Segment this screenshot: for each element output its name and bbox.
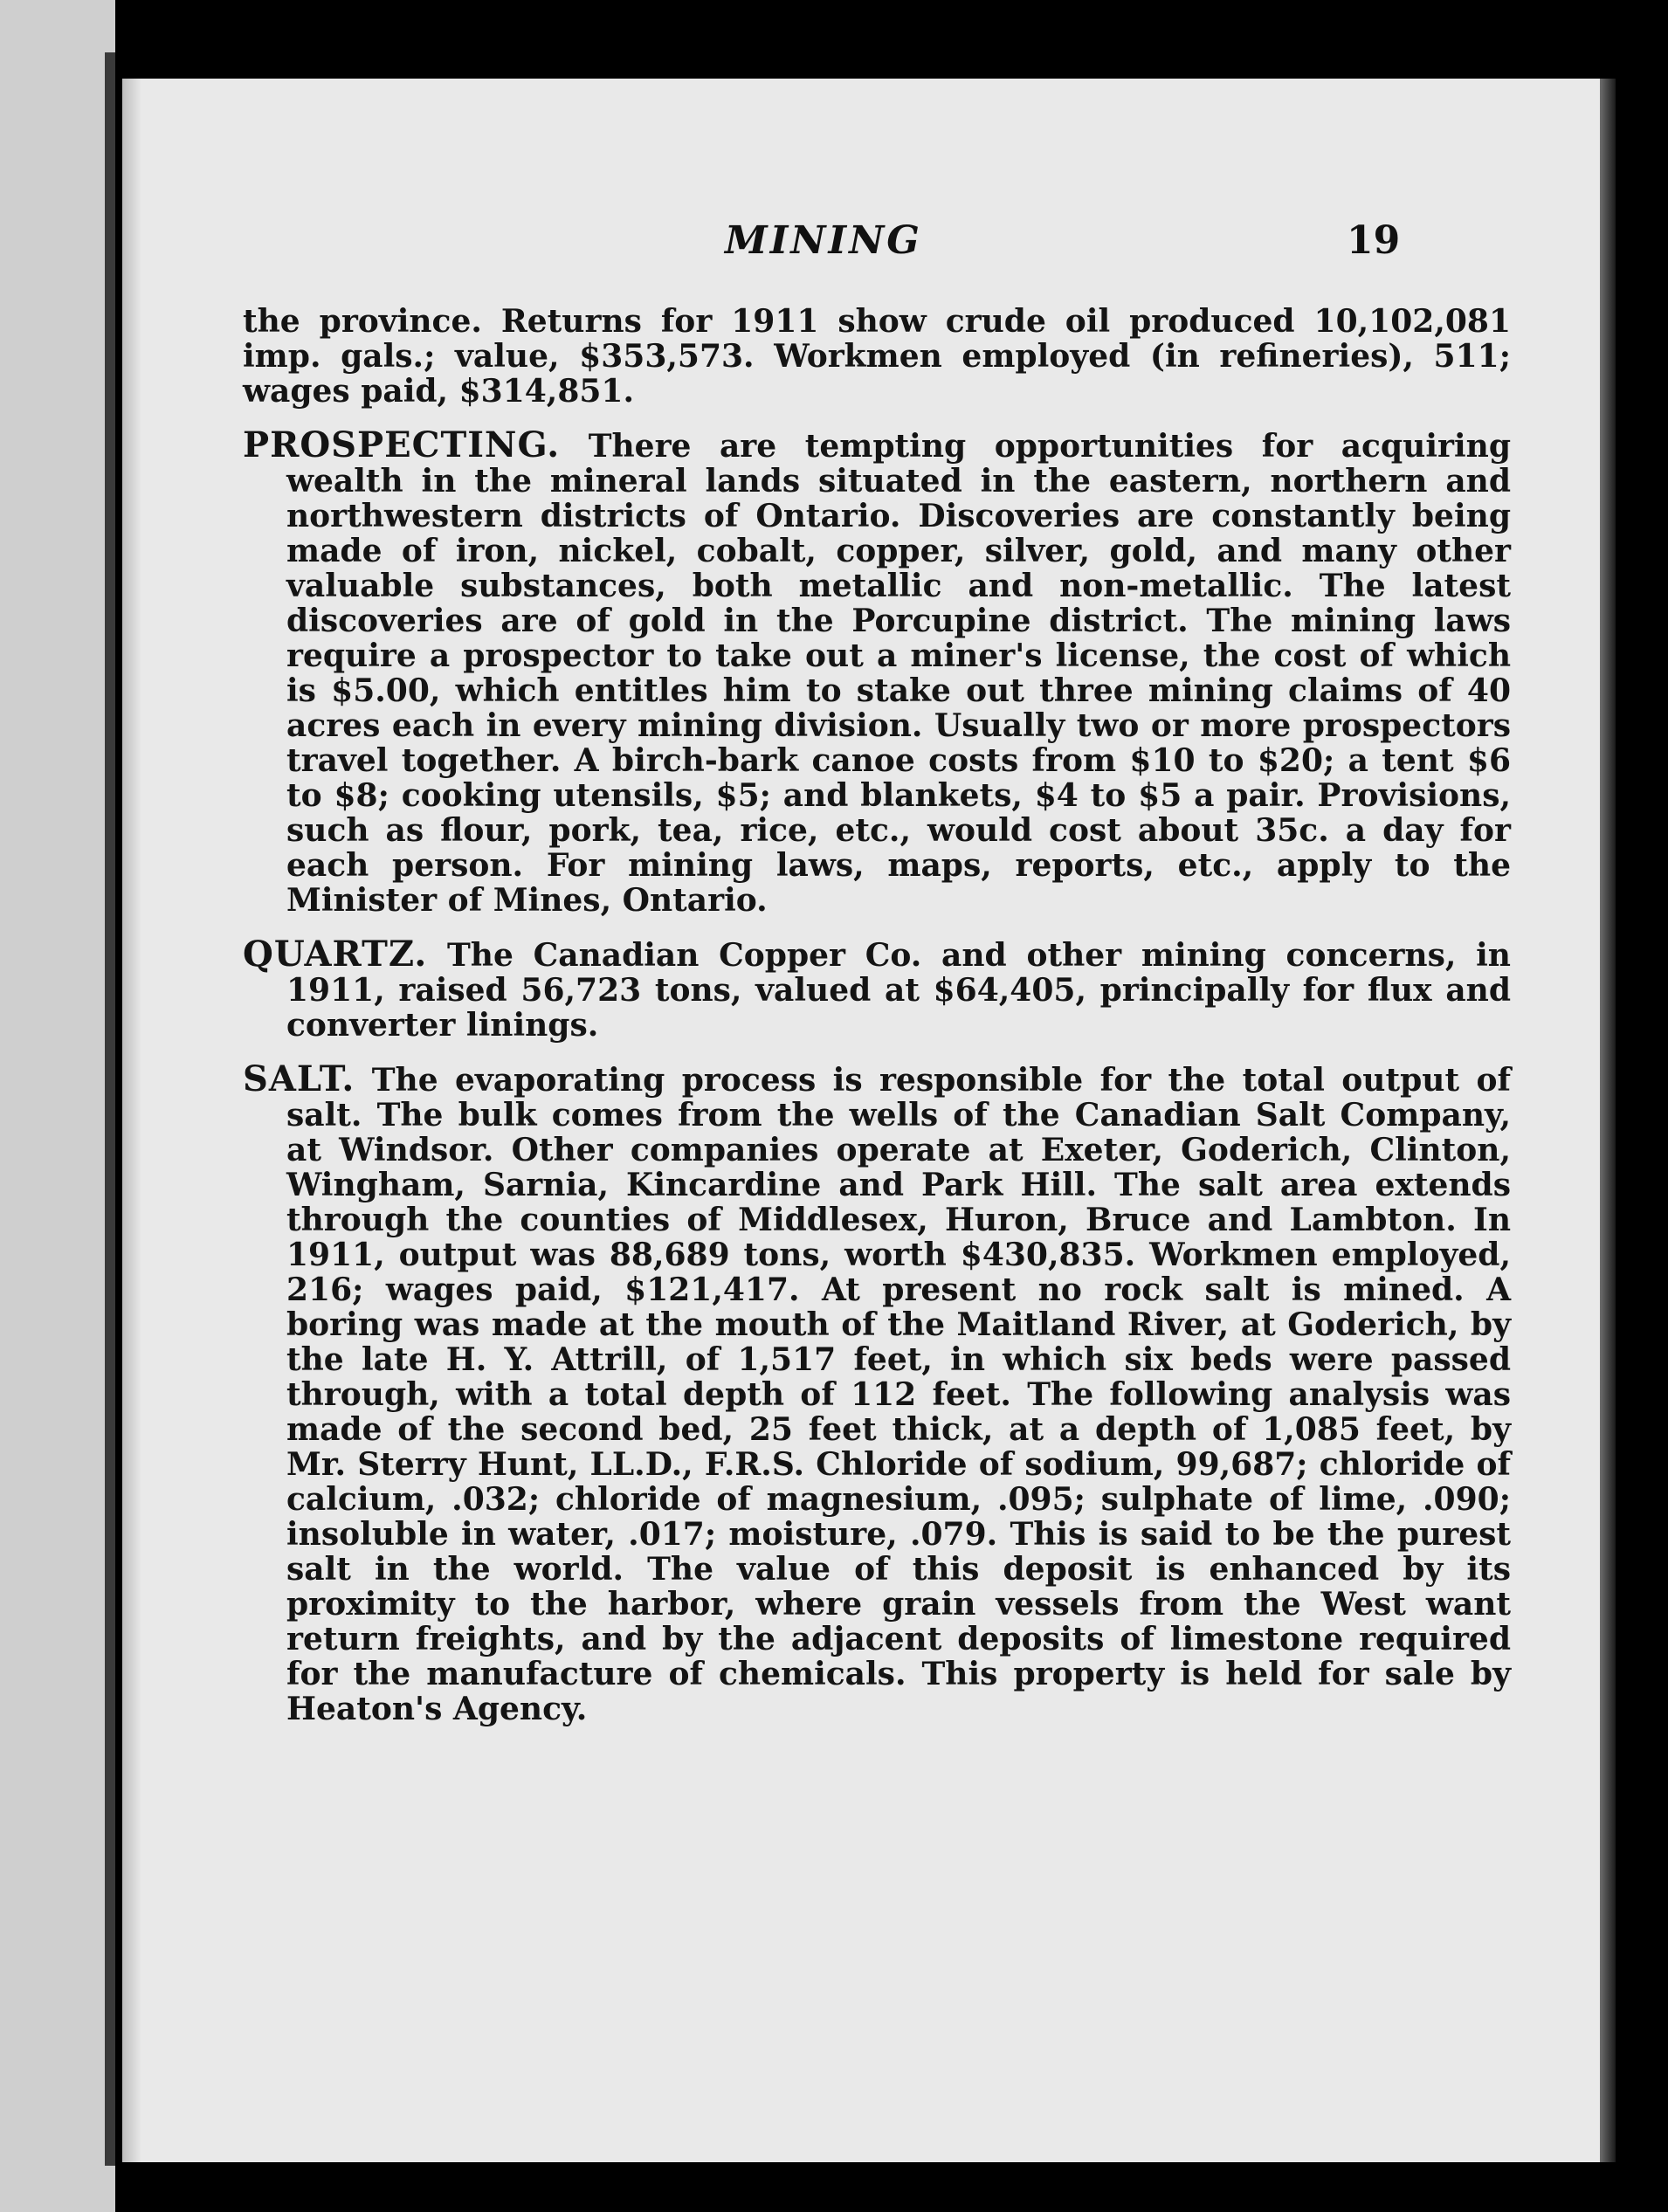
page-number: 19 <box>1347 218 1401 263</box>
entry-quartz <box>243 934 1511 1044</box>
running-head <box>122 218 1600 271</box>
entry-text-quartz: The Canadian Copper Co. and other mining concerns, in 1911, raised 56,723 tons, valued at $64,405, principally for flux and converter linings. <box>286 937 1511 1044</box>
book-page <box>122 79 1600 2162</box>
running-title: MINING <box>725 218 922 263</box>
entry-prospecting <box>243 424 1511 919</box>
facing-page-edge <box>0 0 115 2212</box>
entry-salt <box>243 1058 1511 1727</box>
intro-paragraph: the province. Returns for 1911 show crude oil produced 10,102,081 imp. gals.; value, $353,573. Workmen employed (in refineries), 511; wages paid, $314,851. <box>243 303 1511 410</box>
entry-heading-prospecting: PROSPECTING. <box>243 424 561 465</box>
entry-heading-quartz: QUARTZ. <box>243 934 428 975</box>
entry-text-prospecting: There are tempting opportunities for acquiring wealth in the mineral lands situated in the eastern, northern and northwestern districts of Ontario. Discoveries are constantly being made of iron, nickel, cobalt, copper, silver, gold, and many other valuable substances, both metallic and non-metallic. The latest discoveries are of gold in the Porcupine district. The mining laws require a prospector to take out a miner's license, the cost of which is $5.00, which entitles him to stake out three mining claims of 40 acres each in every mining division. Usually two or more prospectors travel together. A birch-bark canoe costs from $10 to $20; a tent $6 to $8; cooking utensils, $5; and blankets, $4 to $5 a pair. Provisions, such as flour, pork, tea, rice, etc., would cost about 35c. a day for each person. For mining laws, maps, reports, etc., apply to the Minister of Mines, Ontario. <box>286 428 1511 919</box>
entry-heading-salt: SALT. <box>243 1058 355 1099</box>
entry-text-salt: The evaporating process is responsible for the total output of salt. The bulk comes from the wells of the Canadian Salt Company, at Windsor. Other companies operate at Exeter, Goderich, Clinton, Wingham, Sarnia, Kincardine and Park Hill. The salt area extends through the counties of Middlesex, Huron, Bruce and Lambton. In 1911, output was 88,689 tons, worth $430,835. Workmen employed, 216; wages paid, $121,417. At present no rock salt is mined. A boring was made at the mouth of the Maitland River, at Goderich, by the late H. Y. Attrill, of 1,517 feet, in which six beds were passed through, with a total depth of 112 feet. The following analysis was made of the second bed, 25 feet thick, at a depth of 1,085 feet, by Mr. Sterry Hunt, LL.D., F.R.S. Chloride of sodium, 99,687; chloride of calcium, .032; chloride of magnesium, .095; sulphate of lime, .090; insoluble in water, .017; moisture, .079. This is said to be the purest salt in the world. The value of this deposit is enhanced by its proximity to the harbor, where grain vessels from the West want return freights, and by the adjacent deposits of limestone required for the manufacture of chemicals. This property is held for sale by Heaton's Agency. <box>286 1062 1511 1727</box>
text-body <box>243 304 1511 1726</box>
